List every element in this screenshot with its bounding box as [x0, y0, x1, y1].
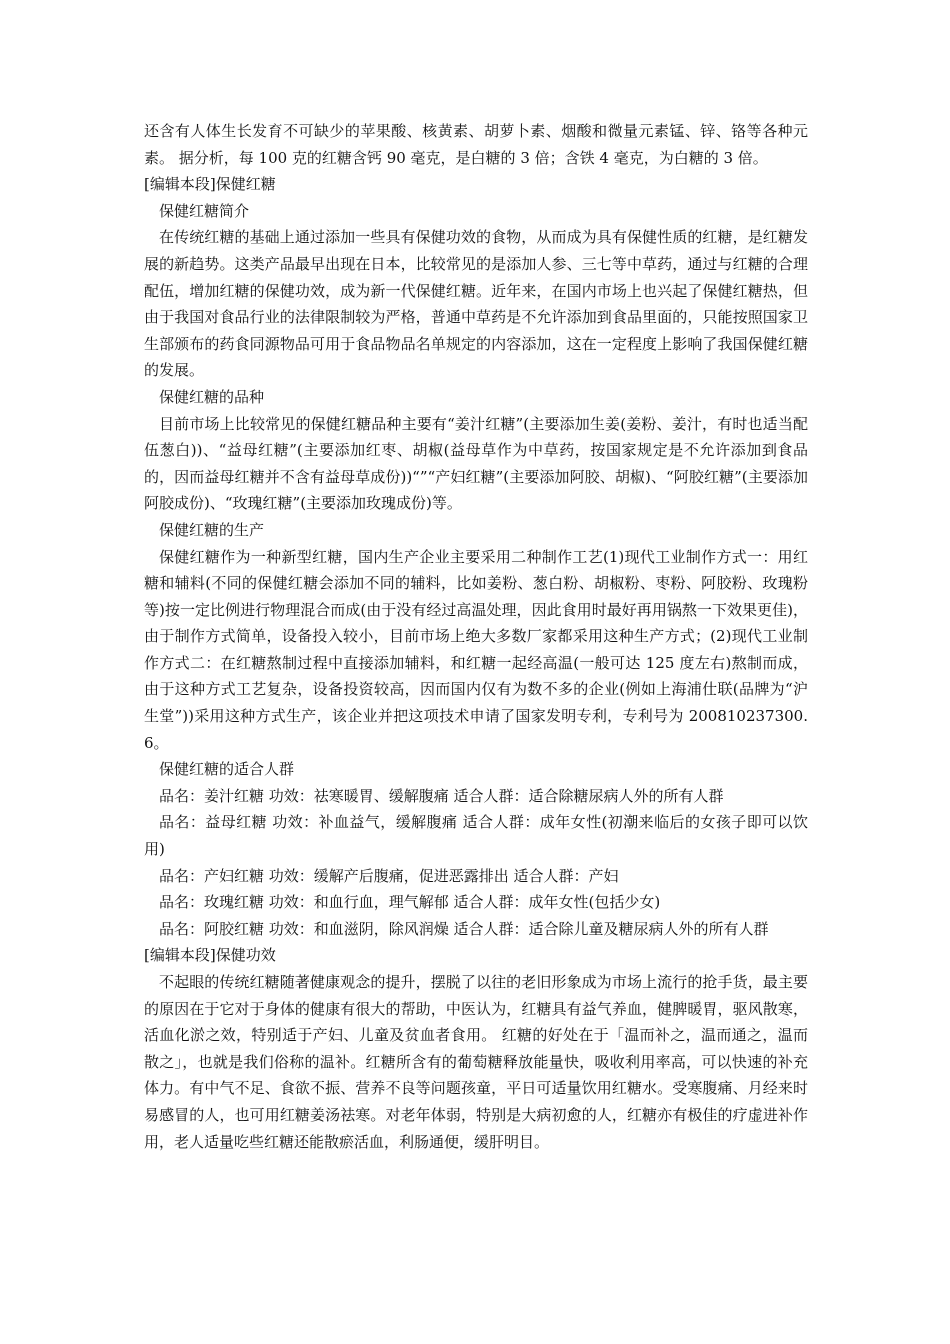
paragraph-health-effects: 不起眼的传统红糖随著健康观念的提升，摆脱了以往的老旧形象成为市场上流行的抢手货，最主要的原因在于它对于身体的健康有很大的帮助，中医认为，红糖具有益气养血，健脾暖胃，驱风散寒，活血化淤之效，特别适于产妇、儿童及贫血者食用。 红糖的好处在于「温而补之，温而通之，温而散之」，也就是我们俗称的温补。红糖所含有的葡萄糖释放能量快，吸收利用率高，可以快速的补充体力。有中气不足、食欲不振、营养不良等问题孩童，平日可适量饮用红糖水。受寒腹痛、月经来时易感冒的人，也可用红糖姜汤祛寒。对老年体弱，特别是大病初愈的人，红糖亦有极佳的疗虚进补作用，老人适量吃些红糖还能散瘀活血，利肠通便，缓肝明目。 — [144, 973, 808, 1151]
section-heading-health-sugar: [编辑本段]保健红糖 — [144, 175, 276, 194]
document-body — [144, 118, 808, 1155]
paragraph-varieties: 目前市场上比较常见的保健红糖品种主要有“姜汁红糖”(主要添加生姜(姜粉、姜汁，有时也适当配伍葱白))、“益母红糖”(主要添加红枣、胡椒(益母草作为中草药，按国家规定是不允许添加到食品的，因而益母红糖并不含有益母草成份))“”“产妇红糖”(主要添加阿胶、胡椒)、“阿胶红糖”(主要添加阿胶成份)、“玫瑰红糖”(主要添加玫瑰成份)等。 — [144, 414, 808, 513]
subheading-suitable-groups: 保健红糖的适合人群 — [159, 760, 295, 779]
product-line-ginger: 品名：姜汁红糖 功效：祛寒暖胃、缓解腹痛 适合人群：适合除糖尿病人外的所有人群 — [159, 786, 724, 805]
intro-paragraph: 还含有人体生长发育不可缺少的苹果酸、核黄素、胡萝卜素、烟酸和微量元素锰、锌、铬等各种元素。 据分析，每 100 克的红糖含钙 90 毫克，是白糖的 3 倍；含铁 4 毫克，为白糖的 3 倍。 — [144, 122, 808, 167]
product-line-postpartum: 品名：产妇红糖 功效：缓解产后腹痛，促进恶露排出 适合人群：产妇 — [159, 866, 619, 885]
product-line-ejiao: 品名：阿胶红糖 功效：和血滋阴，除风润燥 适合人群：适合除儿童及糖尿病人外的所有人群 — [159, 919, 769, 938]
product-line-rose: 品名：玫瑰红糖 功效：和血行血，理气解郁 适合人群：成年女性(包括少女) — [159, 893, 661, 912]
paragraph-production: 保健红糖作为一种新型红糖，国内生产企业主要采用二种制作工艺(1)现代工业制作方式一：用红糖和辅料(不同的保健红糖会添加不同的辅料，比如姜粉、葱白粉、胡椒粉、枣粉、阿胶粉、玫瑰粉等)按一定比例进行物理混合而成(由于没有经过高温处理，因此食用时最好再用锅熬一下效果更佳)，由于制作方式简单，设备投入较小，目前市场上绝大多数厂家都采用这种生产方式；(2)现代工业制作方式二：在红糖熬制过程中直接添加辅料，和红糖一起经高温(一般可达 125 度左右)熬制而成，由于这种方式工艺复杂，设备投资较高，因而国内仅有为数不多的企业(例如上海浦仕联(品牌为“沪生堂”))采用这种方式生产，该企业并把这项技术申请了国家发明专利，专利号为 200810237300.6。 — [144, 547, 808, 752]
subheading-introduction: 保健红糖简介 — [159, 201, 250, 220]
paragraph-introduction: 在传统红糖的基础上通过添加一些具有保健功效的食物，从而成为具有保健性质的红糖，是红糖发展的新趋势。这类产品最早出现在日本，比较常见的是添加人参、三七等中草药，通过与红糖的合理配伍，增加红糖的保健功效，成为新一代保健红糖。近年来，在国内市场上也兴起了保健红糖热，但由于我国对食品行业的法律限制较为严格，普通中草药是不允许添加到食品里面的，只能按照国家卫生部颁布的药食同源物品可用于食品物品名单规定的内容添加，这在一定程度上影响了我国保健红糖的发展。 — [144, 228, 808, 380]
subheading-varieties: 保健红糖的品种 — [159, 387, 265, 406]
section-heading-health-effects: [编辑本段]保健功效 — [144, 946, 276, 965]
product-line-motherwort: 品名：益母红糖 功效：补血益气，缓解腹痛 适合人群：成年女性(初潮来临后的女孩子即可以饮用) — [144, 813, 808, 859]
subheading-production: 保健红糖的生产 — [159, 520, 265, 539]
